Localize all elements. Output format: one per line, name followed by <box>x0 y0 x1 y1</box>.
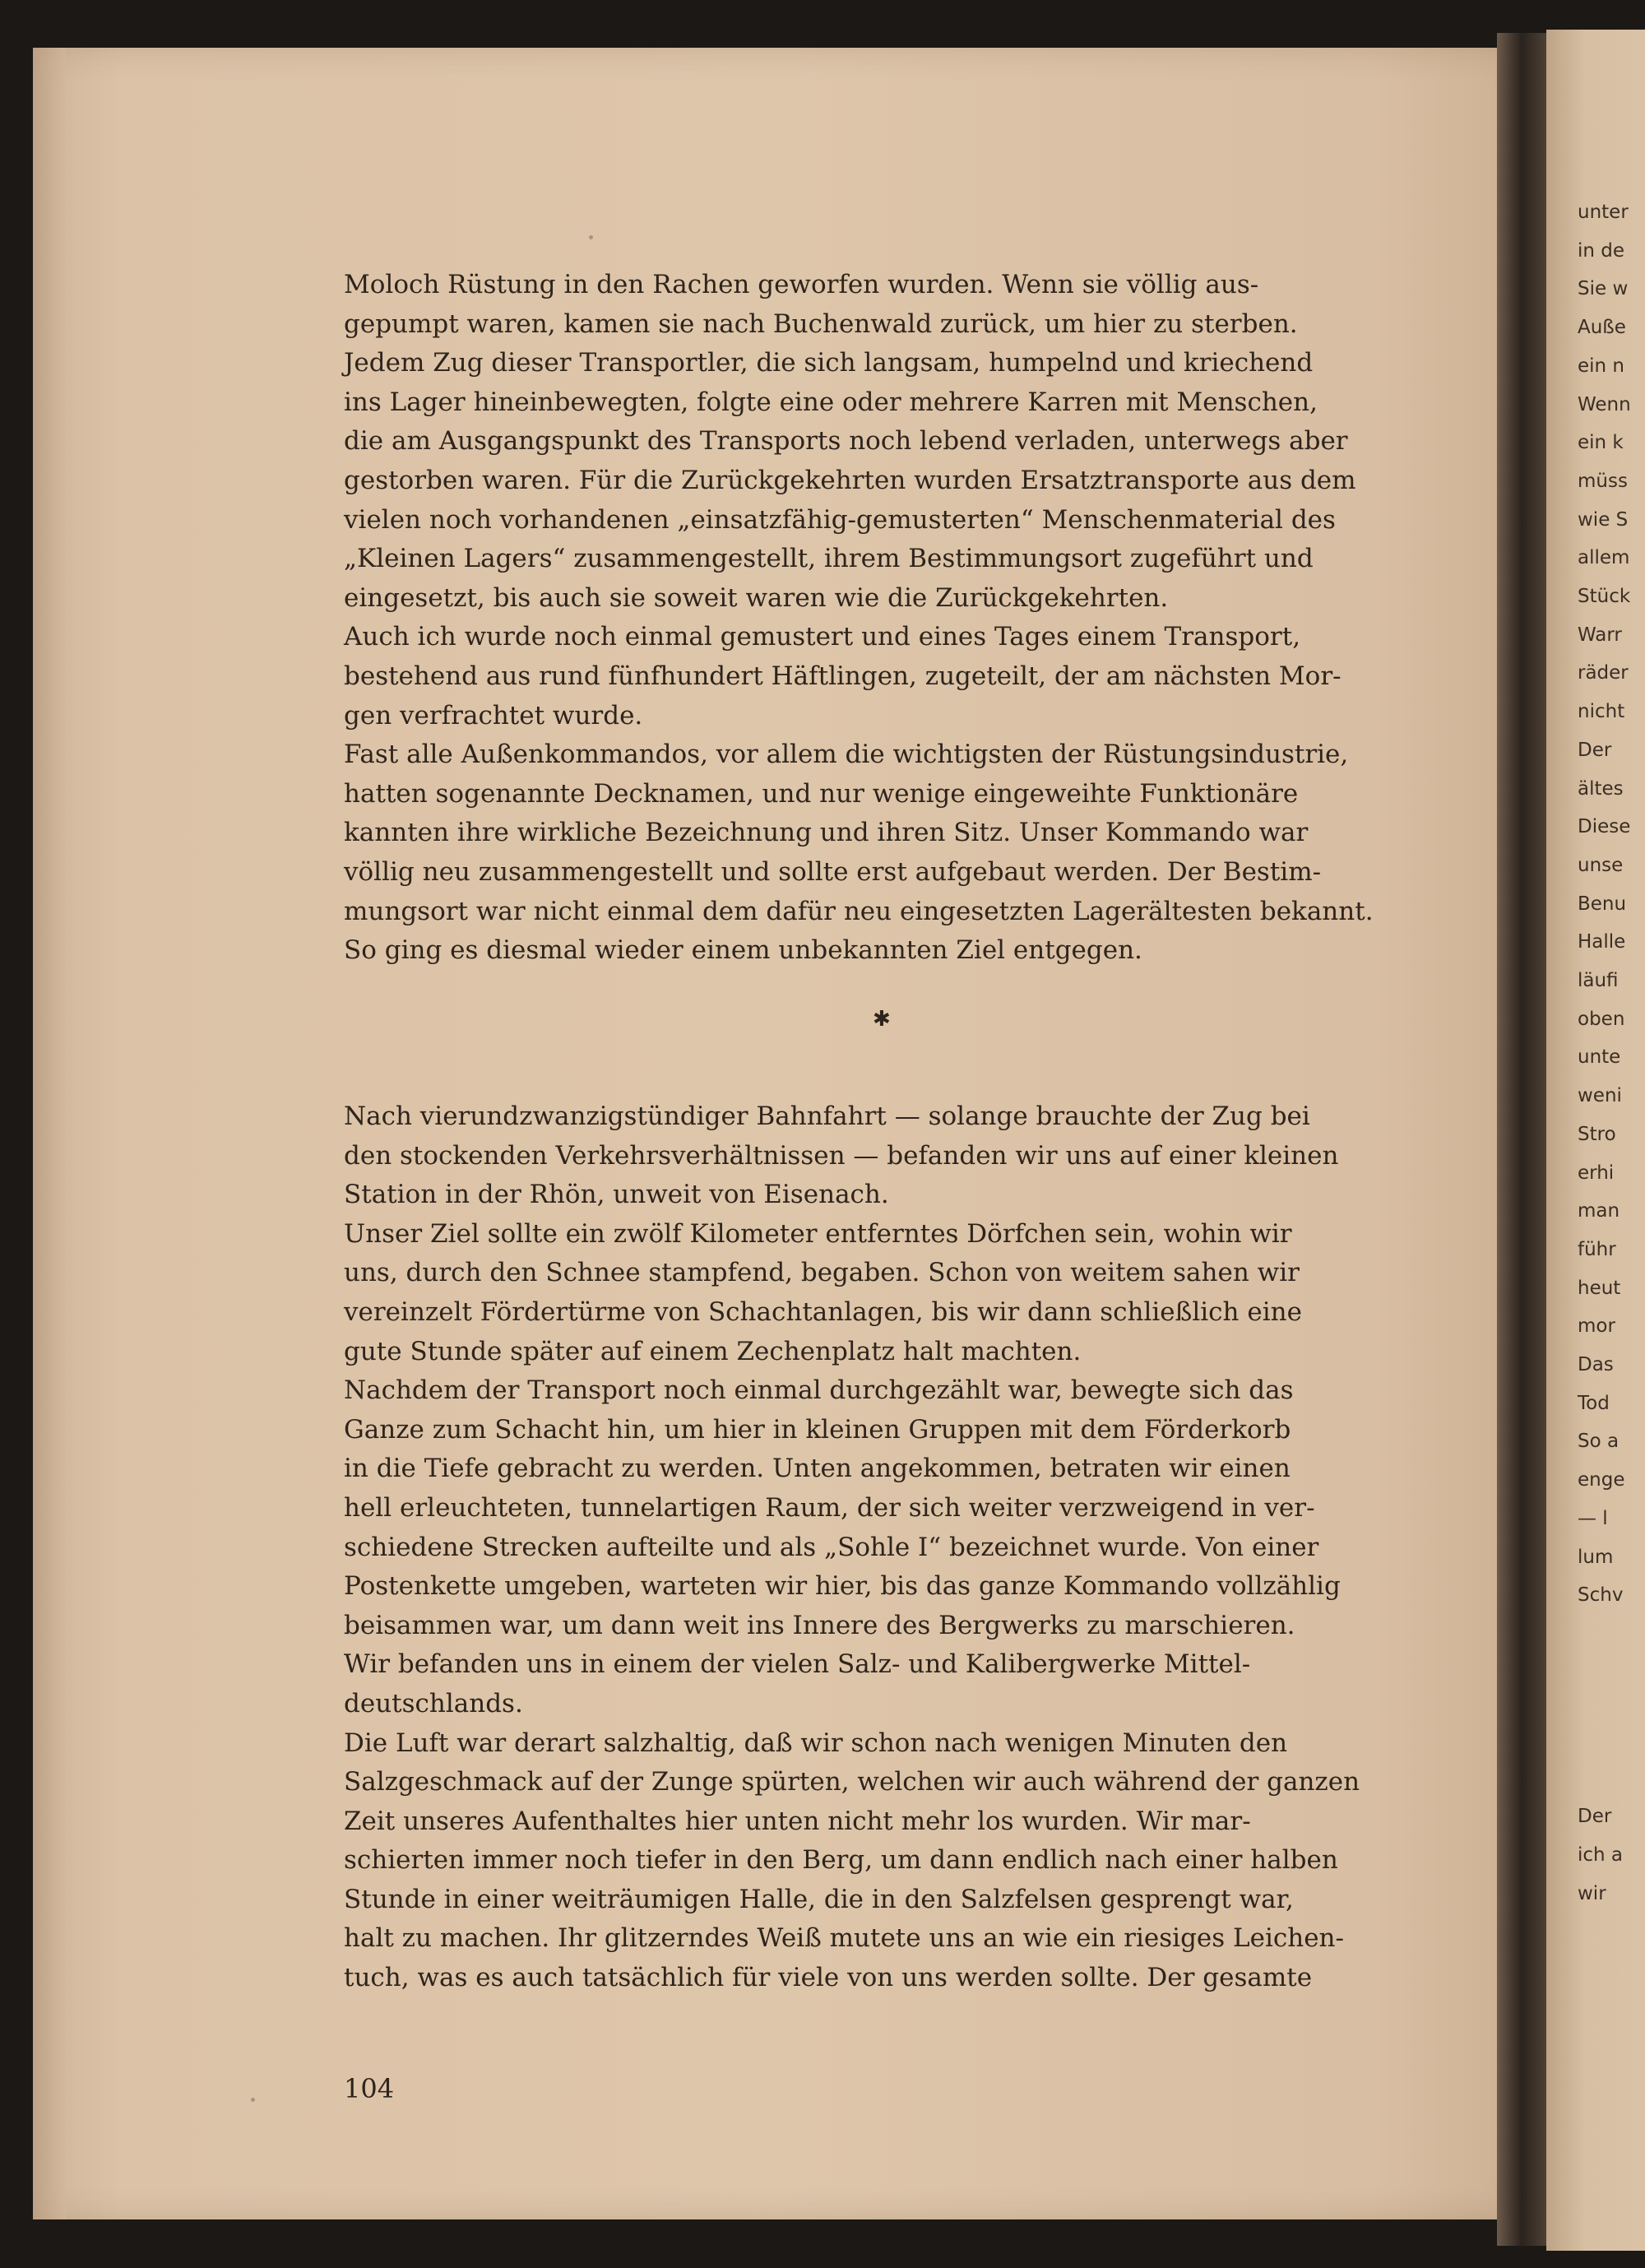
text-line: den stockenden Verkehrsverhältnissen — befanden wir uns auf einer kleinen <box>344 1140 1339 1171</box>
text-line: kannten ihre wirkliche Bezeichnung und ihren Sitz. Unser Kommando war <box>344 818 1309 848</box>
text-line: gute Stunde später auf einem Zechenplatz halt machten. <box>344 1336 1082 1366</box>
section-break-asterisk: ✱ <box>873 1007 891 1032</box>
right-page-fragment: unte <box>1578 1046 1621 1069</box>
text-line: uns, durch den Schnee stampfend, begaben. Schon von weitem sahen wir <box>344 1258 1300 1288</box>
text-line: gestorben waren. Für die Zurückgekehrten wurden Ersatztransporte aus dem <box>344 465 1356 495</box>
right-page-fragment: heut <box>1578 1277 1621 1299</box>
paragraph <box>344 266 1413 618</box>
paper-speck <box>589 235 593 239</box>
right-page-fragment: Stück <box>1578 586 1631 607</box>
text-line: vielen noch vorhandenen „einsatzfähig-gemusterten“ Menschenmaterial des <box>344 504 1336 535</box>
text-line: deutschlands. <box>344 1688 523 1718</box>
text-line: Stunde in einer weiträumigen Halle, die in den Salzfelsen gesprengt war, <box>344 1884 1294 1914</box>
right-page-fragment: unter <box>1578 202 1629 223</box>
text-line: Unser Ziel sollte ein zwölf Kilometer entferntes Dörfchen sein, wohin wir <box>344 1218 1292 1249</box>
right-page-fragment: ein n <box>1578 355 1625 377</box>
right-page-fragment: Halle <box>1578 931 1626 953</box>
text-line: Die Luft war derart salzhaltig, daß wir schon nach wenigen Minuten den <box>344 1728 1288 1758</box>
right-page-fragment: ich a <box>1578 1844 1624 1866</box>
right-page <box>1546 30 1645 2251</box>
text-line: Wir befanden uns in einem der vielen Salz- und Kalibergwerke Mittel- <box>344 1649 1251 1680</box>
right-page-fragment: läufi <box>1578 970 1619 991</box>
text-line: tuch, was es auch tatsächlich für viele von uns werden sollte. Der gesamte <box>344 1963 1313 1993</box>
paragraph <box>344 1097 1413 1215</box>
paper-speck <box>251 2098 255 2102</box>
right-page-fragment: oben <box>1578 1008 1625 1030</box>
text-line: So ging es diesmal wieder einem unbekannten Ziel entgegen. <box>344 935 1142 966</box>
text-line: Nach vierundzwanzigstündiger Bahnfahrt — solange brauchte der Zug bei <box>344 1102 1310 1131</box>
text-line: halt zu machen. Ihr glitzerndes Weiß mutete uns an wie ein riesiges Leichen- <box>344 1923 1344 1954</box>
text-line: bestehend aus rund fünfhundert Häftlingen, zugeteilt, der am nächsten Mor- <box>344 661 1341 691</box>
right-page-fragment: Schv <box>1578 1584 1624 1607</box>
text-line: Auch ich wurde noch einmal gemustert und eines Tages einem Transport, <box>344 622 1301 652</box>
book-gutter <box>1497 33 1546 2246</box>
right-page-fragment: mor <box>1578 1315 1615 1338</box>
right-page-fragment: nicht <box>1578 701 1625 723</box>
left-page-edge <box>33 48 66 2219</box>
text-block-top <box>344 266 1413 971</box>
right-page-fragment: Das <box>1578 1354 1614 1375</box>
text-line: Station in der Rhön, unweit von Eisenach. <box>344 1180 889 1210</box>
right-page-fragment: lum <box>1578 1546 1614 1568</box>
right-page-fragment: — l <box>1578 1507 1608 1529</box>
text-line: Fast alle Außenkommandos, vor allem die wichtigsten der Rüstungsindustrie, <box>344 740 1349 770</box>
right-page-fragment: Tod <box>1578 1392 1610 1414</box>
text-line: völlig neu zusammengestellt und sollte erst aufgebaut werden. Der Bestim- <box>344 856 1322 887</box>
right-page-fragment: ältes <box>1578 777 1624 800</box>
text-line: hatten sogenannte Decknamen, und nur wenige eingeweihte Funktionäre <box>344 778 1299 809</box>
text-line: Postenkette umgeben, warteten wir hier, bis das ganze Kommando vollzählig <box>344 1571 1341 1602</box>
right-page-fragment: So a <box>1578 1431 1620 1453</box>
right-page-fragment: wie S <box>1578 508 1629 531</box>
text-line: schiedene Strecken aufteilte und als „Sohle I“ bezeichnet wurde. Von einer <box>344 1532 1319 1562</box>
right-page-fragment: wir <box>1578 1883 1606 1904</box>
right-page-fragment: ein k <box>1578 432 1624 454</box>
text-line: ins Lager hineinbewegten, folgte eine oder mehrere Karren mit Menschen, <box>344 387 1318 417</box>
text-line: mungsort war nicht einmal dem dafür neu eingesetzten Lagerältesten bekannt. <box>344 896 1374 926</box>
right-page-fragment: müss <box>1578 470 1628 492</box>
text-block-bottom <box>344 1097 1413 1998</box>
right-page-fragment: allem <box>1578 547 1630 569</box>
text-line: die am Ausgangspunkt des Transports noch lebend verladen, unterwegs aber <box>344 426 1348 457</box>
right-page-fragment: führ <box>1578 1238 1616 1260</box>
right-page-fragment: Warr <box>1578 624 1622 646</box>
right-page-fragment: Sie w <box>1578 278 1629 300</box>
paragraph <box>344 618 1413 735</box>
right-page-fragment: man <box>1578 1200 1620 1222</box>
text-line: hell erleuchteten, tunnelartigen Raum, der sich weiter verzweigend in ver- <box>344 1492 1315 1523</box>
right-page-fragment: erhi <box>1578 1162 1615 1184</box>
text-line: Nachdem der Transport noch einmal durchgezählt war, bewegte sich das <box>344 1375 1294 1406</box>
right-page-fragment: unse <box>1578 854 1624 876</box>
paragraph <box>344 1724 1413 1998</box>
right-page-fragment: Der <box>1578 1806 1612 1827</box>
right-page-fragment: Auße <box>1578 317 1626 339</box>
paragraph <box>344 735 1413 971</box>
text-line: Salzgeschmack auf der Zunge spürten, welchen wir auch während der ganzen <box>344 1767 1360 1797</box>
text-line: Jedem Zug dieser Transportler, die sich langsam, humpelnd und kriechend <box>344 348 1314 378</box>
text-line: vereinzelt Fördertürme von Schachtanlagen, bis wir dann schließlich eine <box>344 1296 1302 1327</box>
text-line: beisammen war, um dann weit ins Innere des Bergwerks zu marschieren. <box>344 1610 1295 1640</box>
page-number: 104 <box>344 2073 395 2104</box>
text-line: gen verfrachtet wurde. <box>344 700 643 730</box>
right-page-fragment: weni <box>1578 1085 1622 1107</box>
text-line: eingesetzt, bis auch sie soweit waren wie die Zurückgekehrten. <box>344 582 1169 613</box>
right-page-fragment: in de <box>1578 239 1625 262</box>
paragraph <box>344 1645 1413 1723</box>
paragraph <box>344 1371 1413 1645</box>
right-page-fragment: Diese <box>1578 816 1631 838</box>
text-line: schierten immer noch tiefer in den Berg, um dann endlich nach einer halben <box>344 1845 1338 1876</box>
right-page-fragment: Stro <box>1578 1123 1616 1145</box>
right-page-fragment: Benu <box>1578 893 1627 915</box>
paragraph <box>344 1215 1413 1371</box>
right-page-fragment: räder <box>1578 662 1629 684</box>
text-line: „Kleinen Lagers“ zusammengestellt, ihrem Bestimmungsort zugeführt und <box>344 544 1314 574</box>
right-page-fragment: Wenn <box>1578 393 1631 415</box>
text-line: Moloch Rüstung in den Rachen geworfen wurden. Wenn sie völlig aus- <box>344 270 1259 299</box>
right-page-fragment: Der <box>1578 739 1612 761</box>
text-line: Zeit unseres Aufenthaltes hier unten nicht mehr los wurden. Wir mar- <box>344 1806 1251 1836</box>
text-line: gepumpt waren, kamen sie nach Buchenwald zurück, um hier zu sterben. <box>344 308 1298 339</box>
right-page-fragment: enge <box>1578 1469 1625 1491</box>
text-line: Ganze zum Schacht hin, um hier in kleinen Gruppen mit dem Förderkorb <box>344 1414 1291 1445</box>
text-line: in die Tiefe gebracht zu werden. Unten angekommen, betraten wir einen <box>344 1454 1291 1484</box>
